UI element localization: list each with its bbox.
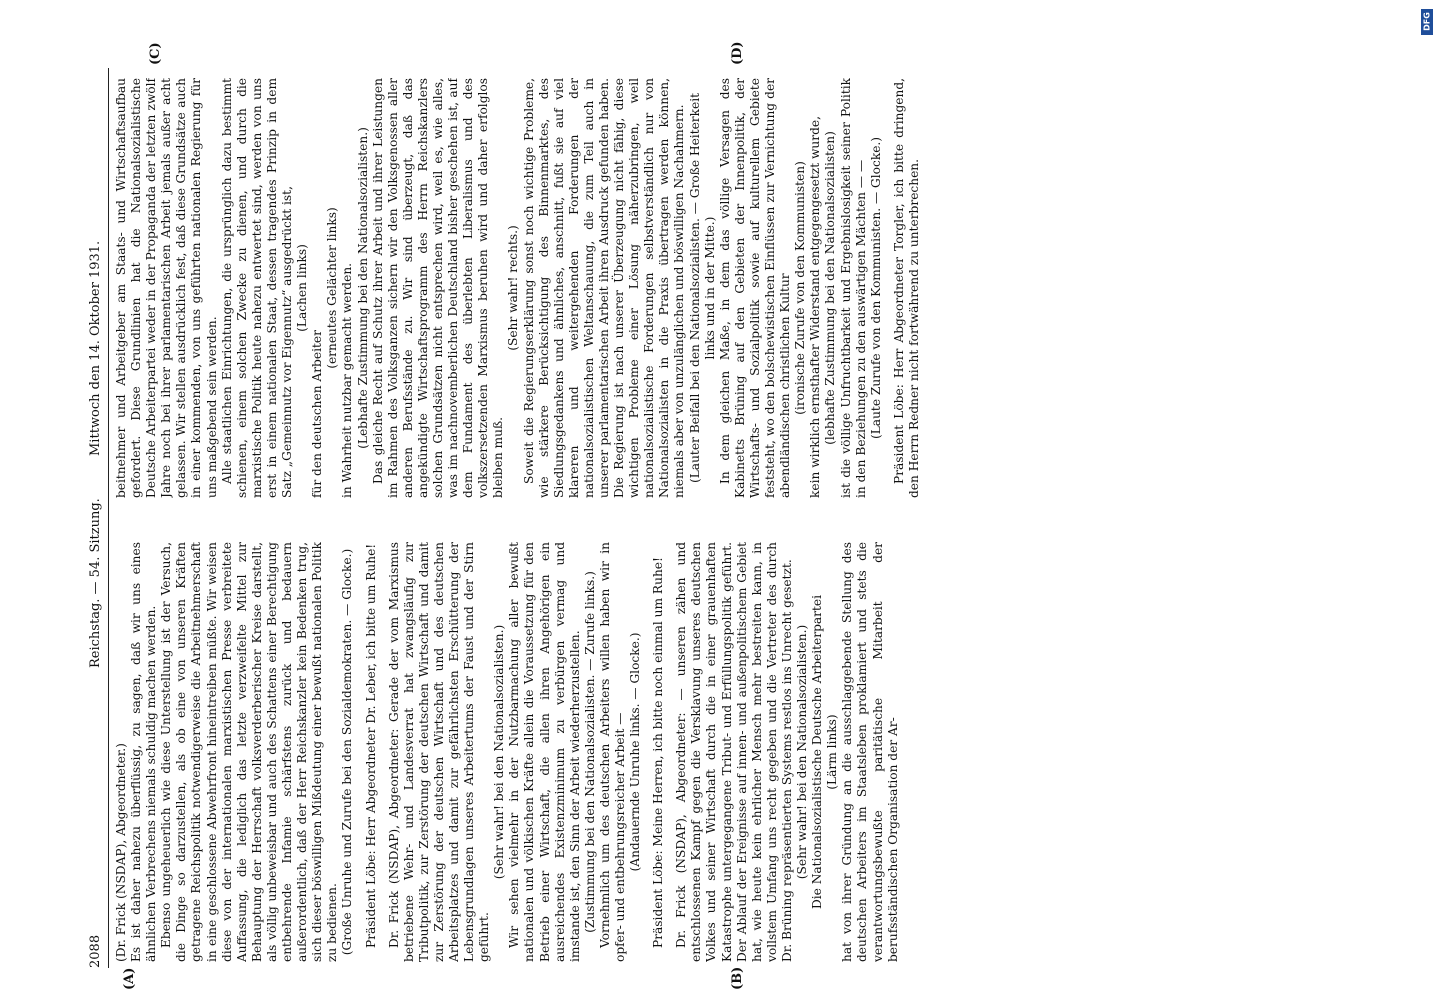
interjection: (lebhafte Zustimmung bei den Nationalsozialisten) xyxy=(823,131,838,445)
interjection: (Lärm links) xyxy=(825,714,840,790)
paragraph: für den deutschen Arbeiter xyxy=(310,330,325,498)
margin-letter-c: (C) xyxy=(148,42,163,65)
text-column-left xyxy=(114,542,1314,962)
interjection: (Sehr wahr! bei den Nationalsozialisten.) xyxy=(795,624,810,880)
interjection: (erneutes Gelächter links) xyxy=(325,207,340,369)
paragraph: kein wirklich ernsthafter Widerstand entgegengesetzt wurde, xyxy=(808,116,823,498)
paragraph: Vornehmlich um des deutschen Arbeiters willen haben wir in opfer- und entbehrungsreicher Arbeit — xyxy=(597,542,627,962)
paragraph: Dr. Frick (NSDAP), Abgeordneter: — unseren zähen und entschlossenen Kampf gegen die Versklavung unseres deutschen Volkes und seiner Wirtschaft durch die in einer grauenhaften Katastrophe untergegangene Tribut- und Erfüllungspolitik geführt. Der Ablauf der Ereignisse auf innen- und außenpolitischem Gebiet hat, wie heute kein ehrlicher Mensch mehr bestreiten kann, in vollstem Umfang uns recht gegeben und die Vertreter des durch Dr. Brüning repräsentierten Systems restlos ins Unrecht gesetzt. xyxy=(674,542,794,962)
margin-letter-b: (B) xyxy=(730,966,745,990)
paragraph: Ebenso ungeheuerlich wie diese Unterstellung ist der Versuch, die Dinge so darzustellen, als ob eine von unseren Kräften getragene Reichspolitik notwendigerweise die Arbeitnehmerschaft in eine geschlossene Abwehrfront hineintreiben müßte. Wir weisen diese von der internationalen marxistischen Presse verbreitete Auffassung, die lediglich das letzte verzweifelte Mittel zur Behauptung der Herrschaft volksverderberischer Kreise darstellt, als völlig unbeweisbar und auch des Schattens einer Berechtigung entbehrende Infamie schärfstens zurück und bedauern außerordentlich, daß der Herr Reichskanzler kein Bedenken trug, sich dieser böswilligen Mißdeutung einer bewußt nationalen Politik zu bedienen. xyxy=(159,542,340,962)
funding-credit-text xyxy=(1418,0,1432,398)
interjection: (Große Unruhe und Zurufe bei den Sozialdemokraten. — Glocke.) xyxy=(340,548,355,956)
text-column-right xyxy=(114,78,1314,498)
paragraph: Das gleiche Recht auf Schutz ihrer Arbeit und ihrer Leistungen im Rahmen des Volksganzen sichern wir den Volksgenossen aller anderen Berufsstände zu. Wir sind überzeugt, daß das angekündigte Wirtschaftsprogramm des Herrn Reichskanzlers solchen Grundsätzen nicht entsprechen wird, weil es, wie alles, was im nachnovemberlichen Deutschland bisher geschehen ist, auf dem Fundament des überlebten Liberalismus und des volkszersetzenden Marxismus beruhen wird und daher erfolglos bleiben muß. xyxy=(370,78,506,498)
page-number: 2088 xyxy=(88,934,103,968)
paragraph: Dr. Frick (NSDAP), Abgeordneter: Gerade der vom Marxismus betriebene Wehr- und Landesverrat hat zwangsläufig zur Tributpolitik, zur Zerstörung der deutschen Wirtschaft und damit zur Zerstörung der deutschen Wirtschaft und des deutschen Arbeitsplatzes und damit zur gefährlichsten Erschütterung der Lebensgrundlagen unseres Arbeitertums der Faust und der Stirn geführt. xyxy=(386,542,492,962)
paragraph: Präsident Löbe: Herr Abgeordneter Torgler, ich bitte dringend, den Herrn Redner nicht fortwährend zu unterbrechen. xyxy=(891,78,921,498)
interjection: (Sehr wahr! rechts.) xyxy=(506,225,521,351)
paragraph: Die Nationalsozialistische Deutsche Arbeiterpartei xyxy=(810,595,825,909)
page-title: Reichstag. — 54. Sitzung. xyxy=(88,498,103,668)
interjection: (ironische Zurufe von den Kommunisten) xyxy=(793,161,808,415)
interjection: (Andauernde Unruhe links. — Glocke.) xyxy=(628,632,643,872)
funding-credit xyxy=(1418,8,1432,998)
paragraph: ist die völlige Unfruchtbarkeit und Ergebnislosigkeit seiner Politik in den Beziehungen zu den auswärtigen Mächten — — xyxy=(838,78,868,498)
interjection: (Lachen links) xyxy=(295,244,310,332)
page-date: Mittwoch den 14. Oktober 1931. xyxy=(88,240,103,456)
interjection: (Lebhafte Zustimmung bei den Nationalsozialisten.) xyxy=(355,127,370,449)
interjection: (Laute Zurufe von den Kommunisten. — Glocke.) xyxy=(868,136,883,440)
paragraph: Es ist daher nahezu überflüssig, zu sagen, daß wir uns eines ähnlichen Verbrechens niemals schuldig machen werden. xyxy=(129,542,159,962)
paragraph: beitnehmer und Arbeitgeber am Staats- und Wirtschaftsaufbau gefordert. Diese Grundlinien hat die Nationalsozialistische Deutsche Arbeiterpartei weder in der Propaganda der letzten zwölf Jahre noch bei ihrer parlamentarischen Arbeit jemals außer acht gelassen. Wir stellen ausdrücklich fest, daß diese Grundsätze auch in einer kommenden, von uns geführten nationalen Regierung für uns maßgebend sein werden. xyxy=(114,78,219,498)
page-header xyxy=(88,68,108,968)
margin-letter-d: (D) xyxy=(730,41,745,65)
paragraph: In dem gleichen Maße, in dem das völlige Versagen des Kabinetts Brüning auf den Gebieten der Innenpolitik, der Wirtschafts- und Sozialpolitik sowie auf kulturellem Gebiete feststeht, wo den bolschewistischen Einflüssen zur Vernichtung der abendländischen christlichen Kultur xyxy=(717,78,793,498)
interjection: (Zustimmung bei den Nationalsozialisten. — Zurufe links.) xyxy=(582,571,597,933)
paragraph: Wir sehen vielmehr in der Nutzbarmachung aller bewußt nationalen und völkischen Kräfte allein die Voraussetzung für den Betrieb einer Wirtschaft, die allen ihren Angehörigen ein ausreichendes Existenzminimum zu verbürgen vermag und imstande ist, den Sinn der Arbeit wiederherzustellen. xyxy=(507,542,582,962)
header-rule xyxy=(108,68,109,968)
paragraph: Alle staatlichen Einrichtungen, die ursprünglich dazu bestimmt schienen, einem solchen Zwecke zu dienen, und durch die marxistische Politik heute nahezu entwertet sind, werden von uns erst in einem nationalen Staat, dessen tragendes Prinzip in dem Satz „Gemeinnutz vor Eigennutz“ ausgedrückt ist, xyxy=(219,78,295,498)
interjection: (Sehr wahr! bei den Nationalsozialisten.) xyxy=(492,624,507,880)
paragraph: hat von ihrer Gründung an die ausschlaggebende Stellung des deutschen Arbeiters im Staatsleben proklamiert und stets die verantwortungsbewußte paritätische Mitarbeit der berufsständischen Organisation der Ar- xyxy=(840,542,900,962)
paragraph: (Dr. Frick (NSDAP), Abgeordneter.) xyxy=(114,743,128,962)
paragraph: Soweit die Regierungserklärung sonst noch wichtige Probleme, wie stärkere Berücksichtigung des Binnenmarktes, des Siedlungsgedankens und ähnliches, anschnitt, fußt sie auf viel klareren und weitergehenden Forderungen der nationalsozialistischen Weltanschauung, die zum Teil auch in unserer parlamentarischen Arbeit ihren Ausdruck gefunden haben. Die Regierung ist nach unserer Überzeugung nicht fähig, diese wichtigen Probleme einer Lösung näherzubringen, weil nationalsozialistische Forderungen selbstverständlich nur von Nationalsozialisten in die Praxis übertragen werden können, niemals aber von unzulänglichen und böswilligen Nachahmern. xyxy=(521,78,687,498)
paragraph: Präsident Löbe: Meine Herren, ich bitte noch einmal um Ruhe! xyxy=(651,557,666,948)
paragraph: in Wahrheit nutzbar gemacht werden. xyxy=(340,262,355,498)
margin-letter-a: (A) xyxy=(122,967,137,990)
interjection: (Lauter Beifall bei den Nationalsozialisten. — Große Heiterkeit links und in der Mitte.) xyxy=(687,92,717,484)
paragraph: Präsident Löbe: Herr Abgeordneter Dr. Leber, ich bitte um Ruhe! xyxy=(363,543,378,948)
dfg-logo: DFG xyxy=(1421,9,1433,35)
